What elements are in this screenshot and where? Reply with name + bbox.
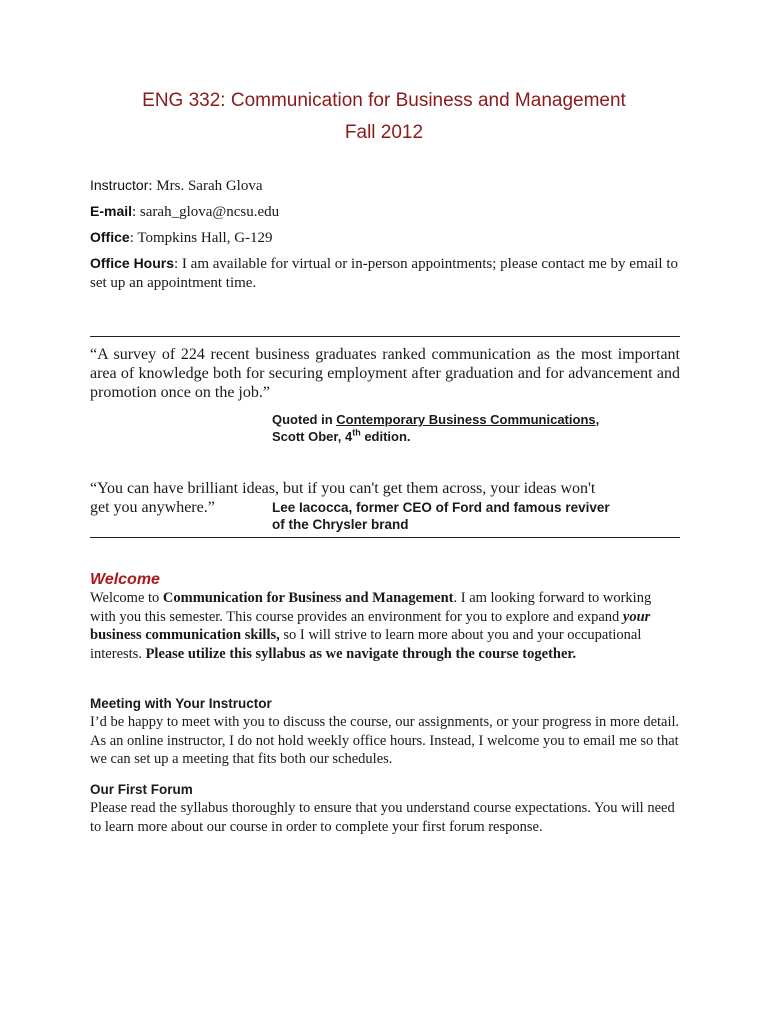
forum-heading: Our First Forum	[90, 782, 193, 797]
instructor-line	[90, 175, 680, 196]
iacocca-attribution-line2: of the Chrysler brand	[272, 517, 409, 532]
office-label: Office	[90, 229, 130, 245]
iacocca-attribution-line1: Lee Iacocca, former CEO of Ford and famous reviver	[272, 500, 610, 515]
course-title: ENG 332: Communication for Business and Management	[142, 90, 626, 111]
attribution-prefix: Quoted in	[272, 412, 337, 427]
attribution-comma: ,	[595, 412, 600, 427]
survey-quote-attribution	[272, 411, 599, 445]
email-label: E-mail	[90, 203, 133, 219]
welcome-your: your	[622, 608, 651, 625]
welcome-text-1: . I am looking forward to working with you this semester. This course provides an environment for you to explore and expand	[90, 590, 652, 625]
attribution-author: Scott Ober, 4	[272, 429, 353, 444]
instructor-label: Instructor	[90, 177, 149, 193]
top-divider	[90, 336, 680, 337]
iacocca-quote-line2: get you anywhere.”	[90, 499, 215, 516]
bottom-divider	[90, 537, 680, 538]
instructor-value: : Mrs. Sarah Glova	[148, 178, 263, 194]
email-value: : sarah_glova@ncsu.edu	[132, 204, 280, 220]
office-hours-label: Office Hours	[90, 255, 175, 271]
meeting-paragraph: I’d be happy to meet with you to discuss the course, our assignments, or your progress in more detail. As an online instructor, I do not hold weekly office hours. Instead, I welcome you to email me so that we can set up a meeting that fits both our schedules.	[90, 714, 680, 767]
iacocca-quote-line1: “You can have brilliant ideas, but if you can't get them across, your ideas won't	[90, 480, 596, 497]
email-line	[90, 201, 680, 222]
office-line	[90, 227, 680, 248]
office-hours-value: : I am available for virtual or in-person appointments; please contact me by email to set up an appointment time.	[90, 256, 679, 291]
welcome-closing: Please utilize this syllabus as we navigate through the course together.	[145, 645, 577, 662]
meeting-heading: Meeting with Your Instructor	[90, 696, 272, 711]
office-hours-line	[90, 254, 680, 293]
edition-superscript: th	[352, 427, 361, 438]
welcome-text-2: so I will strive to learn more about you and your occupational interests.	[90, 627, 642, 662]
book-title: Contemporary Business Communications	[336, 412, 596, 427]
forum-paragraph: Please read the syllabus thoroughly to ensure that you understand course expectations. You will need to learn more about our course in order to complete your first forum response.	[90, 800, 675, 835]
welcome-intro: Welcome to	[90, 590, 163, 606]
welcome-heading: Welcome	[90, 571, 160, 588]
attribution-edition: edition.	[360, 429, 411, 444]
welcome-skills: business communication skills,	[90, 627, 280, 643]
office-value: : Tompkins Hall, G-129	[129, 230, 273, 246]
survey-quote: “A survey of 224 recent business graduates ranked communication as the most important area of knowledge both for securing employment after graduation and for advancement and promotion once on the job.”	[90, 346, 680, 401]
semester-title: Fall 2012	[344, 122, 424, 143]
welcome-paragraph	[90, 589, 680, 663]
iacocca-attribution	[272, 499, 610, 533]
welcome-course-name: Communication for Business and Management	[162, 590, 454, 606]
